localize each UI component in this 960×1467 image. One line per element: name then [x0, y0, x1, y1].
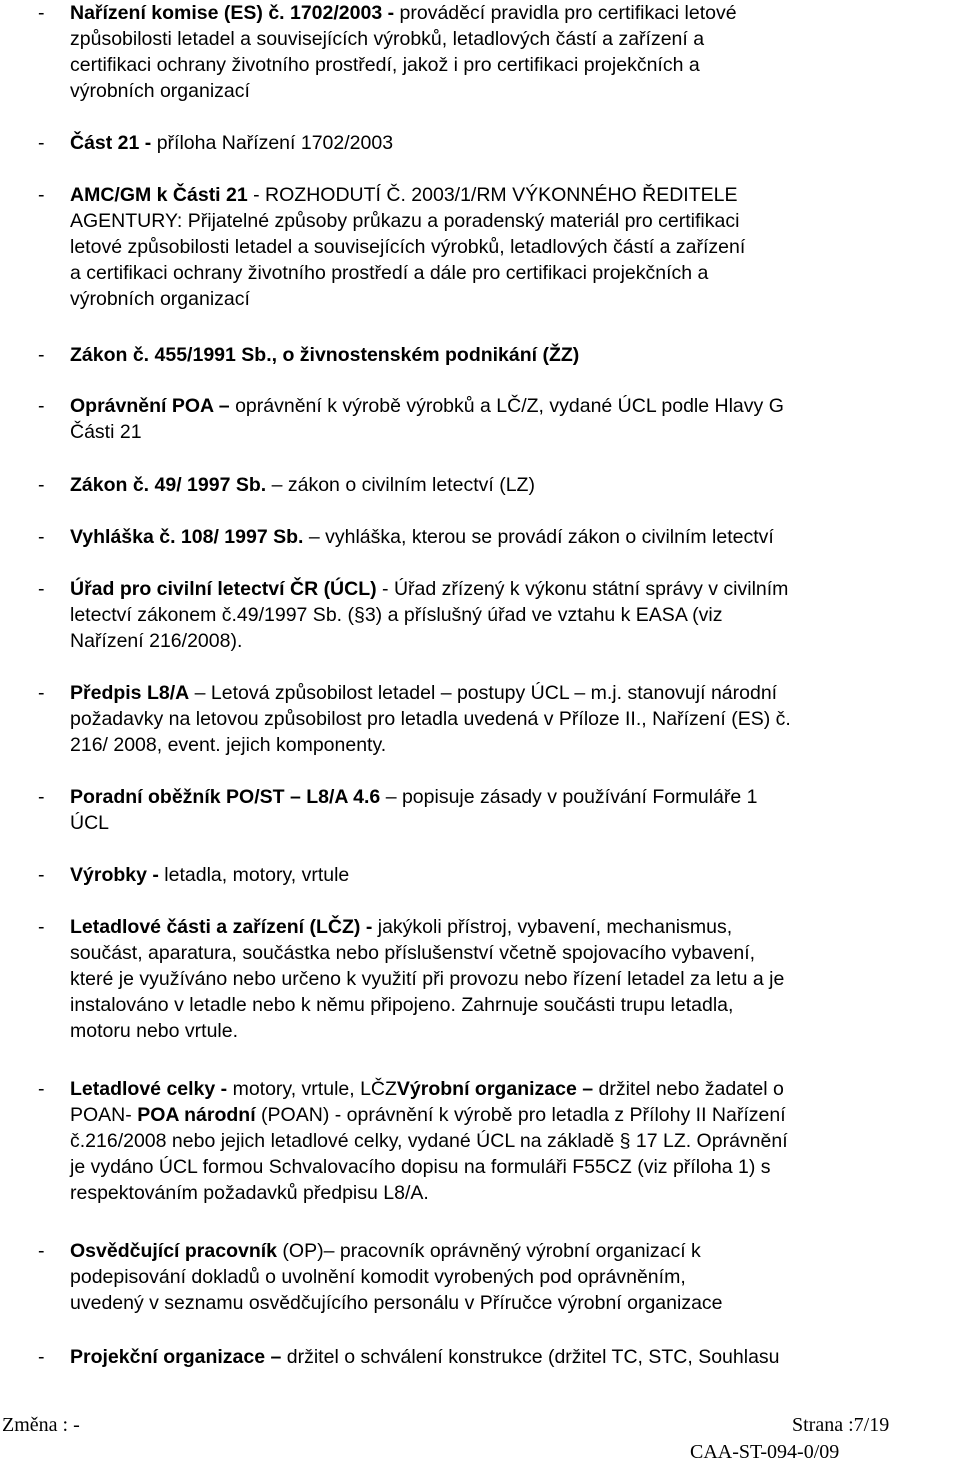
text-line [70, 992, 958, 1018]
list-item-text [70, 1076, 958, 1206]
text-segment: motory, vrtule, LČZ [227, 1078, 397, 1100]
text-line [70, 810, 958, 836]
list-bullet: - [38, 682, 45, 704]
text-line [70, 628, 958, 654]
bold-term: Úřad pro civilní letectví ČR (ÚCL) [70, 578, 377, 600]
text-line [70, 130, 958, 156]
text-segment: oprávnění k výrobě výrobků a LČ/Z, vydané ÚCL podle Hlavy G [229, 395, 784, 417]
text-line [70, 260, 958, 286]
list-bullet: - [38, 2, 45, 24]
list-item-text [70, 1344, 958, 1370]
list-item-text [70, 0, 958, 104]
list-item-text [70, 472, 958, 498]
bold-term: AMC/GM k Části 21 [70, 184, 254, 206]
footer-document-id: CAA-ST-094-0/09 [690, 1441, 840, 1463]
text-segment: uvedený v seznamu osvědčujícího personálu v Příručce výrobní organizace [70, 1292, 723, 1314]
text-segment: Nařízení 216/2008). [70, 630, 243, 652]
list-item [38, 862, 958, 888]
bold-term: , o živnostenském podnikání (ŽZ) [271, 344, 580, 366]
list-item-text [70, 342, 958, 368]
list-item [38, 1344, 958, 1370]
list-item-text [70, 1238, 958, 1316]
list-bullet: - [38, 1346, 45, 1368]
bold-term: POA národní [137, 1104, 256, 1126]
text-segment: - Úřad zřízený k výkonu státní správy v civilním [376, 578, 789, 600]
list-item-text [70, 130, 958, 156]
text-segment: instalováno v letadle nebo k němu připojeno. Zahrnuje součásti trupu letadla, [70, 994, 734, 1016]
text-segment: výrobních organizací [70, 288, 250, 310]
text-segment: č.216/2008 nebo jejich letadlové celky, vydané ÚCL na základě § 17 LZ. Oprávnění [70, 1130, 788, 1152]
bold-term: Část 21 - [70, 132, 157, 154]
list-item-text [70, 576, 958, 654]
text-line [70, 286, 958, 312]
text-segment: – popisuje zásady v používání Formuláře 1 [380, 786, 758, 808]
list-bullet: - [38, 344, 45, 366]
bold-term: Vyhláška č. 108/ 1997 Sb. [70, 526, 304, 548]
text-segment: a certifikaci ochrany životního prostředí a dále pro certifikaci projekčních a [70, 262, 709, 284]
text-line [70, 1180, 958, 1206]
text-segment: (POAN) - oprávnění k výrobě pro letadla z Přílohy II Nařízení [255, 1104, 786, 1126]
text-line [70, 602, 958, 628]
text-segment: ÚCL [70, 812, 110, 834]
list-bullet: - [38, 1240, 45, 1262]
bold-term: Zákon č. 455/1991 Sb. [70, 344, 272, 366]
text-segment: držitel o schválení konstrukce (držitel TC, STC, Souhlasu [281, 1346, 780, 1368]
text-line [70, 680, 958, 706]
text-segment: je vydáno ÚCL formou Schvalovacího dopisu na formuláři F55CZ (viz příloha 1) s [70, 1156, 771, 1178]
bold-term: Poradní oběžník PO/ST – L8/A 4.6 [70, 786, 381, 808]
list-item-text [70, 680, 958, 758]
bold-term: Projekční organizace – [70, 1346, 282, 1368]
bold-term: Osvědčující pracovník [70, 1240, 278, 1262]
text-segment: (OP)– pracovník oprávněný výrobní organizací k [277, 1240, 701, 1262]
footer-page-number: Strana :7/19 [792, 1414, 890, 1436]
list-bullet: - [38, 395, 45, 417]
text-line [70, 524, 958, 550]
text-segment: letectví zákonem č.49/1997 Sb. (§3) a příslušný úřad ve vztahu k EASA (viz [70, 604, 723, 626]
list-item [38, 1238, 958, 1316]
list-item [38, 680, 958, 758]
list-bullet: - [38, 474, 45, 496]
text-segment: způsobilosti letadel a souvisejících výrobků, letadlových částí a zařízení a [70, 28, 705, 50]
text-line [70, 1076, 958, 1102]
text-line [70, 1128, 958, 1154]
bold-term: Předpis L8/A [70, 682, 190, 704]
text-line [70, 419, 958, 445]
text-line [70, 732, 958, 758]
list-item [38, 393, 958, 445]
bold-term: Výrobní organizace – [396, 1078, 594, 1100]
text-line [70, 393, 958, 419]
list-bullet: - [38, 132, 45, 154]
text-line [70, 182, 958, 208]
list-item-text [70, 914, 958, 1044]
text-segment: – vyhláška, kterou se provádí zákon o civilním letectví [303, 526, 774, 548]
text-line [70, 1102, 958, 1128]
text-segment: podepisování dokladů o uvolnění komodit vyrobených pod oprávněním, [70, 1266, 686, 1288]
text-segment: POAN- [70, 1104, 138, 1126]
list-bullet: - [38, 526, 45, 548]
list-item-text [70, 393, 958, 445]
list-item [38, 1076, 958, 1206]
text-segment: které je využíváno nebo určeno k využití při provozu nebo řízení letadel za letu a je [70, 968, 785, 990]
text-segment: letové způsobilosti letadel a souvisejících výrobků, letadlových částí a zařízení [70, 236, 746, 258]
list-bullet: - [38, 578, 45, 600]
list-item [38, 576, 958, 654]
list-bullet: - [38, 1078, 45, 1100]
bold-term: Oprávnění POA – [70, 395, 230, 417]
text-line [70, 208, 958, 234]
text-segment: příloha Nařízení 1702/2003 [156, 132, 394, 154]
footer-change: Změna : - [2, 1414, 80, 1436]
text-line [70, 914, 958, 940]
text-line [70, 576, 958, 602]
list-item [38, 0, 958, 104]
text-line [70, 1264, 958, 1290]
text-segment: 216/ 2008, event. jejich komponenty. [70, 734, 387, 756]
text-segment: motoru nebo vrtule. [70, 1020, 239, 1042]
text-segment: respektováním požadavků předpisu L8/A. [70, 1182, 429, 1204]
list-bullet: - [38, 864, 45, 886]
bold-term: Nařízení komise (ES) č. 1702/2003 - [70, 2, 400, 24]
list-item-text [70, 862, 958, 888]
text-line [70, 966, 958, 992]
list-item [38, 472, 958, 498]
text-line [70, 78, 958, 104]
text-line [70, 472, 958, 498]
text-segment: jakýkoli přístroj, vybavení, mechanismus, [372, 916, 733, 938]
list-item-text [70, 182, 958, 312]
text-line [70, 1154, 958, 1180]
text-segment: – Letová způsobilost letadel – postupy ÚCL – m.j. stanovují národní [189, 682, 778, 704]
text-segment: požadavky na letovou způsobilost pro letadla uvedená v Příloze II., Nařízení (ES) č. [70, 708, 791, 730]
text-line [70, 234, 958, 260]
text-segment: součást, aparatura, součástka nebo příslušenství včetně spojovacího vybavení, [70, 942, 756, 964]
text-segment: výrobních organizací [70, 80, 250, 102]
list-bullet: - [38, 916, 45, 938]
text-segment: - ROZHODUTÍ Č. 2003/1/RM VÝKONNÉHO ŘEDITELE [253, 184, 738, 206]
list-item [38, 914, 958, 1044]
bold-term: Letadlové části a zařízení (LČZ) - [70, 916, 373, 938]
list-item [38, 342, 958, 368]
text-segment: letadla, motory, vrtule [164, 864, 350, 886]
list-item [38, 182, 958, 312]
list-bullet: - [38, 184, 45, 206]
bold-term: Zákon č. 49/ 1997 Sb. [70, 474, 267, 496]
text-line [70, 0, 958, 26]
text-line [70, 26, 958, 52]
list-item [38, 130, 958, 156]
text-segment: prováděcí pravidla pro certifikaci letové [399, 2, 737, 24]
list-item [38, 784, 958, 836]
text-line [70, 784, 958, 810]
text-line [70, 1344, 958, 1370]
text-line [70, 706, 958, 732]
text-line [70, 1018, 958, 1044]
bold-term: Letadlové celky - [70, 1078, 228, 1100]
text-line [70, 342, 958, 368]
text-line [70, 1238, 958, 1264]
text-segment: AGENTURY: Přijatelné způsoby průkazu a poradenský materiál pro certifikaci [70, 210, 740, 232]
text-segment: Části 21 [70, 421, 142, 443]
list-item-text [70, 784, 958, 836]
text-line [70, 52, 958, 78]
bold-term: Výrobky - [70, 864, 165, 886]
text-segment: – zákon o civilním letectví (LZ) [266, 474, 535, 496]
list-item [38, 524, 958, 550]
text-line [70, 862, 958, 888]
text-segment: certifikaci ochrany životního prostředí, jakož i pro certifikaci projekčních a [70, 54, 700, 76]
list-bullet: - [38, 786, 45, 808]
text-line [70, 1290, 958, 1316]
text-segment: držitel nebo žadatel o [593, 1078, 784, 1100]
list-item-text [70, 524, 958, 550]
text-line [70, 940, 958, 966]
